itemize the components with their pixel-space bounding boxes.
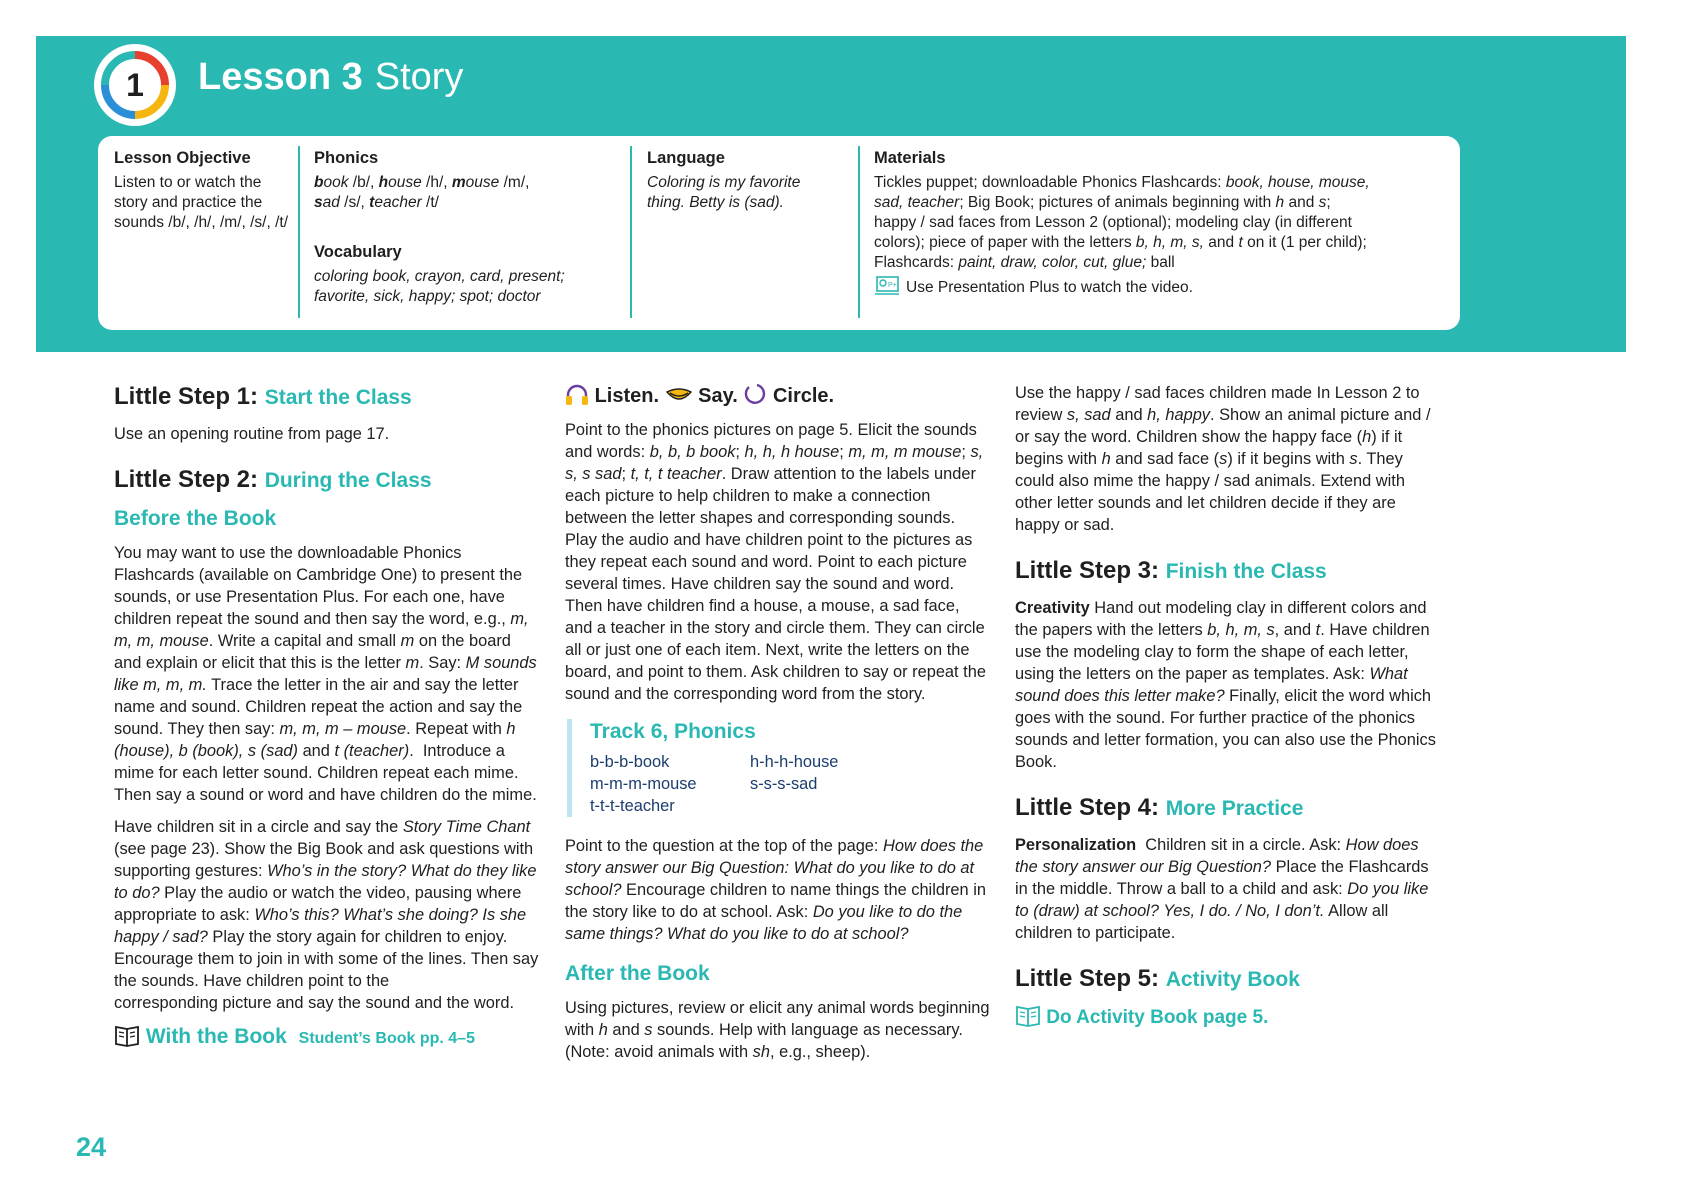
track-word: h-h-h-house xyxy=(750,753,839,771)
step-title: Finish the Class xyxy=(1165,560,1327,583)
little-step-1-heading xyxy=(114,382,540,413)
personalization-paragraph: Personalization Children sit in a circle. Ask: How does the story answer our Big Question? Place the Flashcards in the middle. Throw a ball to a child and ask: Do you like to (draw) at school? Yes, I do. / No, I don’t. Allow all children to participate. xyxy=(1015,836,1429,942)
little-step-2-heading xyxy=(114,465,540,496)
language-text: Coloring is my favorite thing. Betty is (sad). xyxy=(647,174,801,211)
table-row xyxy=(590,773,838,795)
listen-say-circle-instruction xyxy=(565,382,990,409)
lesson-number-badge xyxy=(94,44,176,126)
track-title: Track 6, Phonics xyxy=(590,720,756,743)
vocabulary-text: coloring book, crayon, card, present; favorite, sick, happy; spot; doctor xyxy=(314,268,565,305)
divider xyxy=(630,146,632,318)
column-2 xyxy=(565,382,990,1073)
with-the-book-heading xyxy=(114,1024,540,1052)
track-box xyxy=(567,719,990,817)
track-words-table xyxy=(590,751,838,817)
objective-heading: Lesson Objective xyxy=(114,149,251,167)
before-book-paragraph: You may want to use the downloadable Phonics Flashcards (available on Cambridge One) to present the sounds, or use Presentation Plus. For each one, have children repeat the sound and then say the word, e.g., m, m, m, mouse. Write a capital and small m on the board and explain or elicit that this is the letter m. Say: M sounds like m, m, m. Trace the letter in the air and say the letter name and sound. Children repeat the action and say the sound. They then say: m, m, m – mouse. Repeat with h (house), b (book), s (sad) and t (teacher). Introduce a mime for each letter sound. Children repeat each mime. Then say a sound or word and have children do the mime. xyxy=(114,544,537,804)
students-book-pages: Student’s Book pp. 4–5 xyxy=(298,1030,475,1047)
lesson-banner xyxy=(36,36,1626,352)
step-title: More Practice xyxy=(1165,797,1304,820)
mouth-icon xyxy=(665,386,693,406)
little-step-3-heading xyxy=(1015,556,1440,587)
lesson-summary-card xyxy=(98,136,1460,330)
objective-text: Listen to or watch the story and practice the sounds /b/, /h/, /m/, /s/, /t/ xyxy=(114,174,289,231)
track-word: m-m-m-mouse xyxy=(590,775,697,793)
step-label: Little Step 5: xyxy=(1015,965,1160,992)
with-the-book-label: With the Book xyxy=(145,1025,287,1048)
vocabulary-heading: Vocabulary xyxy=(314,243,402,261)
page-number: 24 xyxy=(76,1132,107,1162)
track-word xyxy=(750,795,838,817)
activity-book-icon xyxy=(1015,1005,1041,1027)
divider xyxy=(298,146,300,318)
little-step-5-heading xyxy=(1015,964,1440,995)
track-word: s-s-s-sad xyxy=(750,775,818,793)
headphones-icon xyxy=(565,384,589,406)
presentation-plus-icon xyxy=(874,276,900,296)
after-book-paragraph: Using pictures, review or elicit any animal words beginning with h and s sounds. Help with language as necessary. (Note: avoid animals with sh, e.g., sheep). xyxy=(565,999,990,1061)
language-section xyxy=(647,148,827,213)
lesson-title: Story xyxy=(374,56,464,98)
track-word: b-b-b-book xyxy=(590,753,670,771)
step-label: Little Step 1: xyxy=(114,383,259,410)
circle-label: Circle. xyxy=(772,385,835,407)
materials-section xyxy=(874,148,1444,298)
say-label: Say. xyxy=(698,385,738,407)
circle-icon xyxy=(743,382,767,406)
page-title xyxy=(198,56,463,99)
lesson-label: Lesson 3 xyxy=(198,56,363,98)
language-heading: Language xyxy=(647,149,725,167)
phonics-section xyxy=(314,148,594,307)
open-book-icon xyxy=(114,1025,140,1047)
presentation-plus-text: Use Presentation Plus to watch the video. xyxy=(906,279,1193,296)
table-row xyxy=(590,795,838,817)
before-the-book-heading: Before the Book xyxy=(114,507,277,530)
happy-sad-paragraph: Use the happy / sad faces children made In Lesson 2 to review s, sad and h, happy. Show an animal picture and / or say the word. Children show the happy face (h) if it begins with h and sad face (s) if it begins with s. They could also mime the happy / sad animals. Extend with other letter sounds and let children decide if they are happy or sad. xyxy=(1015,384,1431,534)
table-row xyxy=(590,751,838,773)
step-label: Little Step 4: xyxy=(1015,794,1160,821)
materials-heading: Materials xyxy=(874,149,946,167)
materials-text: Tickles puppet; downloadable Phonics Flashcards: book, house, mouse, sad, teacher; Big Book; pictures of animals beginning with h and s; happy / sad faces from Lesson 2 (optional); modeling clay (in different colors); piece of paper with the letters b, h, m, s, and t on it (1 per child); Flashcards: paint, draw, color, cut, glue; ball xyxy=(874,174,1370,271)
presentation-plus-note xyxy=(874,276,1444,298)
step-label: Little Step 3: xyxy=(1015,557,1160,584)
track-word: t-t-t-teacher xyxy=(590,797,675,815)
column-1 xyxy=(114,382,540,1052)
objective-section xyxy=(114,148,294,233)
svg-text:P+: P+ xyxy=(888,282,897,289)
listen-label: Listen. xyxy=(594,385,660,407)
lesson-ring-icon xyxy=(94,44,176,126)
divider xyxy=(858,146,860,318)
story-time-paragraph: Have children sit in a circle and say the Story Time Chant (see page 23). Show the Big Book and ask questions with supporting gestures: Who’s in the story? What do they like to do? Play the audio or watch the video, pausing where appropriate to ask: Who’s this? What’s she doing? Is she happy / sad? Play the story again for children to enjoy. Encourage them to join in with some of the lines. Then say the sounds. Have children point to the corresponding picture and say the sound and the word. xyxy=(114,818,539,1012)
activity-book-text: Do Activity Book page 5. xyxy=(1046,1007,1269,1028)
phonics-heading: Phonics xyxy=(314,149,379,167)
little-step-4-heading xyxy=(1015,793,1440,824)
step-title: Activity Book xyxy=(1165,968,1300,991)
step1-text: Use an opening routine from page 17. xyxy=(114,425,390,443)
phonics-activity-paragraph: Point to the phonics pictures on page 5. Elicit the sounds and words: b, b, b book; h, h, h house; m, m, m mouse; s, s, s sad; t, t, t teacher. Draw attention to the labels under each picture to help children to make a connection between the letter shapes and corresponding sounds. Play the audio and have children point to the pictures as they repeat each sound and word. Point to each picture several times. Have children say the sound and word. Then have children find a house, a mouse, a sad face, and a teacher in the story and circle them. They can circle all or just one of each item. Next, write the letters on the board, and point to them. Ask children to say or repeat the sound and the corresponding word from the story. xyxy=(565,421,986,703)
creativity-paragraph: Creativity Hand out modeling clay in different colors and the papers with the letters b, h, m, s, and t. Have children use the modeling clay to form the shape of each letter, using the letters on the paper as templates. Ask: What sound does this letter make? Finally, elicit the word which goes with the sound. For further practice of the phonics sounds and letter formation, you can also use the Phonics Book. xyxy=(1015,599,1436,771)
lesson-number: 1 xyxy=(126,67,144,103)
big-question-paragraph: Point to the question at the top of the page: How does the story answer our Big Question: What do you like to do at school? Encourage children to name things the children in the story like to do at school. Ask: Do you like to do the same things? What do you like to do at school? xyxy=(565,837,986,943)
step-title: Start the Class xyxy=(264,386,412,409)
step-title: During the Class xyxy=(264,469,432,492)
column-3 xyxy=(1015,382,1440,1029)
step-label: Little Step 2: xyxy=(114,466,259,493)
activity-book-instruction xyxy=(1015,1005,1440,1029)
after-the-book-heading: After the Book xyxy=(565,962,710,985)
phonics-text: book /b/, house /h/, mouse /m/, sad /s/, teacher /t/ xyxy=(314,174,530,211)
